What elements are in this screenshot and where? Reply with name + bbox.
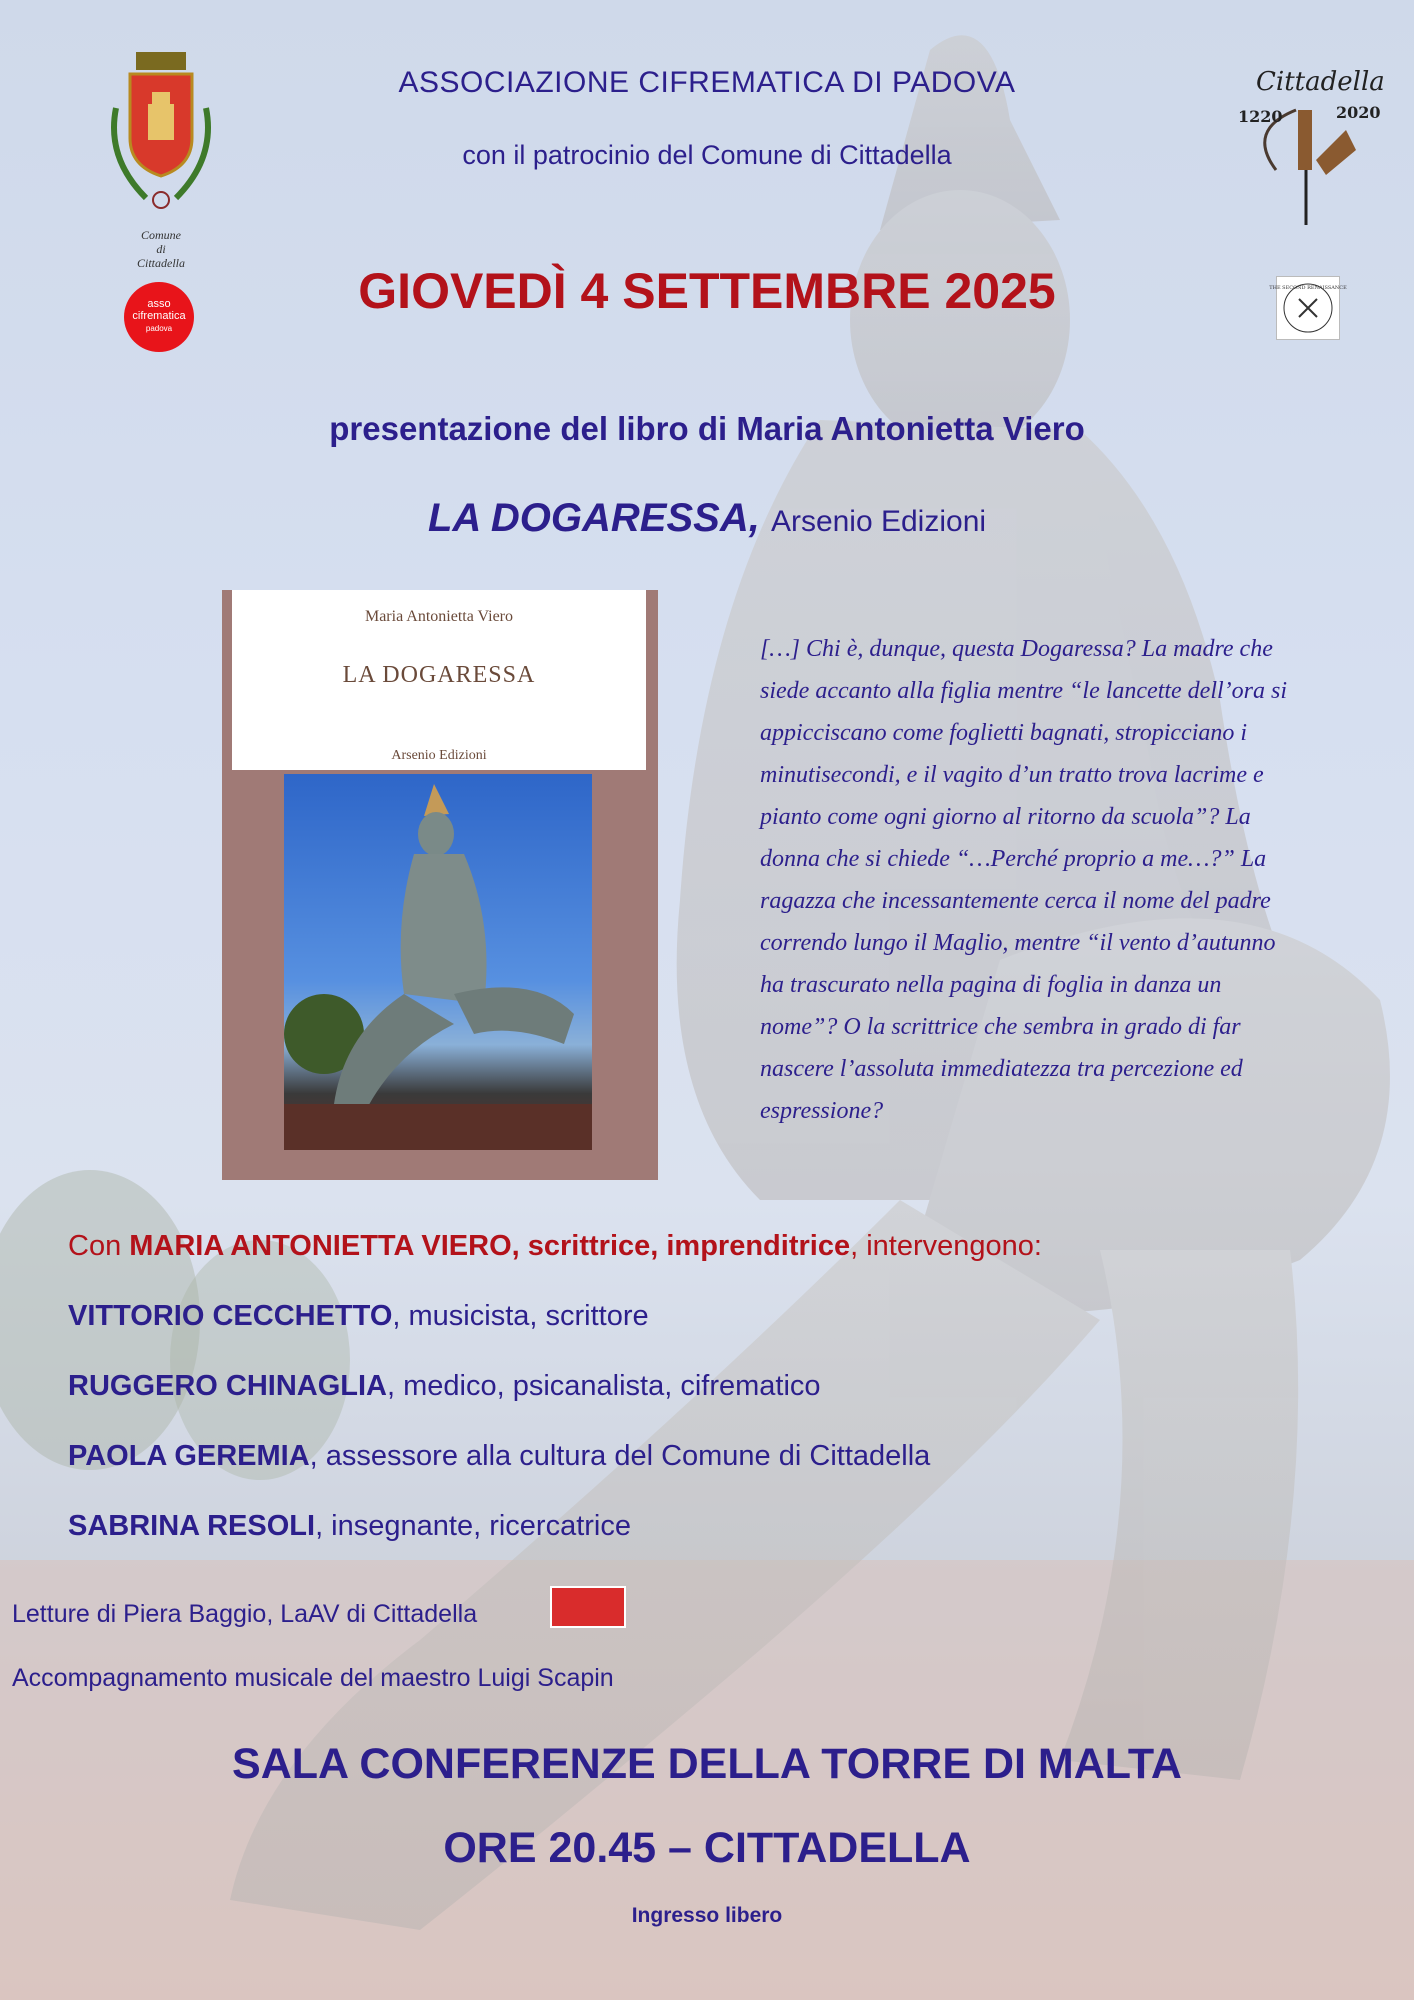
venue-name: SALA CONFERENZE DELLA TORRE DI MALTA bbox=[232, 1740, 1182, 1788]
book-publisher: Arsenio Edizioni bbox=[770, 505, 987, 538]
speaker-name: VITTORIO CECCHETTO bbox=[68, 1300, 393, 1332]
readings-line: Letture di Piera Baggio, LaAV di Cittadella bbox=[12, 1600, 478, 1628]
speaker-line bbox=[68, 1370, 821, 1403]
cittadella-year-end: 2020 bbox=[1336, 103, 1381, 122]
intro-author-name: MARIA ANTONIETTA VIERO, scrittrice, imprenditrice bbox=[129, 1230, 851, 1262]
speakers-intro bbox=[68, 1230, 1042, 1263]
event-time: ORE 20.45 – CITTADELLA bbox=[443, 1824, 971, 1872]
patronage-line: con il patrocinio del Comune di Cittadella bbox=[462, 140, 952, 170]
cover-statue-photo bbox=[284, 774, 592, 1150]
speaker-role: , insegnante, ricercatrice bbox=[315, 1510, 631, 1542]
comune-label-3: Cittadella bbox=[137, 256, 185, 270]
book-quote: […] Chi è, dunque, questa Dogaressa? La madre che siede accanto alla figlia mentre “le lancette dell’ora si appicciscano come foglietti bagnati, stropicciano i minutisecondi, e il vagito d’un tratto trova lacrime e pianto come ogni giorno al ritorno da scuola”? La donna che si chiede “…Perché proprio a me…?” La ragazza che incessantemente cerca il nome del padre correndo lungo il Maglio, mentre “il vento d’autunno ha trascurato nella pagina di foglia in danza un nome”? O la scrittrice che sembra in grado di far nascere l’assoluta immediatezza tra percezione ed espressione? bbox=[760, 636, 1288, 1124]
music-line: Accompagnamento musicale del maestro Luigi Scapin bbox=[12, 1664, 614, 1692]
speaker-name: SABRINA RESOLI bbox=[68, 1510, 316, 1542]
book-cover bbox=[222, 590, 658, 1180]
speaker-role: , assessore alla cultura del Comune di Cittadella bbox=[309, 1440, 931, 1472]
cover-author: Maria Antonietta Viero bbox=[364, 608, 514, 625]
association-name: ASSOCIAZIONE CIFREMATICA DI PADOVA bbox=[398, 66, 1016, 99]
comune-label-1: Comune bbox=[141, 228, 181, 242]
speaker-name: PAOLA GEREMIA bbox=[68, 1440, 310, 1472]
cover-publisher: Arsenio Edizioni bbox=[391, 748, 487, 763]
speaker-role: , musicista, scrittore bbox=[392, 1300, 649, 1332]
cover-title: LA DOGARESSA bbox=[342, 662, 536, 688]
speaker-name: RUGGERO CHINAGLIA bbox=[68, 1370, 387, 1402]
book-title: LA DOGARESSA, bbox=[427, 496, 760, 540]
laav-logo bbox=[550, 1586, 626, 1628]
speaker-line bbox=[68, 1510, 631, 1543]
comune-label-2: di bbox=[156, 242, 166, 256]
renaissance-text: THE SECOND RENAISSANCE bbox=[1269, 285, 1347, 291]
asso-logo-line-1: asso bbox=[147, 298, 171, 310]
intro-prefix: Con bbox=[68, 1230, 130, 1262]
speaker-line bbox=[68, 1440, 930, 1473]
book-title-line bbox=[0, 496, 1414, 541]
cittadella-year-start: 1220 bbox=[1238, 107, 1283, 126]
entry-note: Ingresso libero bbox=[631, 1904, 783, 1927]
intro-suffix: , intervengono: bbox=[850, 1230, 1042, 1262]
cittadella-script: Cittadella bbox=[1256, 67, 1385, 97]
speaker-role: , medico, psicanalista, cifrematico bbox=[387, 1370, 821, 1402]
presentation-line: presentazione del libro di Maria Antonietta Viero bbox=[329, 410, 1085, 447]
event-date: GIOVEDÌ 4 SETTEMBRE 2025 bbox=[358, 263, 1056, 319]
cover-header bbox=[232, 590, 646, 770]
speaker-line bbox=[68, 1300, 649, 1333]
asso-logo-line-3: padova bbox=[145, 324, 173, 333]
asso-logo-line-2: cifrematica bbox=[132, 310, 186, 322]
